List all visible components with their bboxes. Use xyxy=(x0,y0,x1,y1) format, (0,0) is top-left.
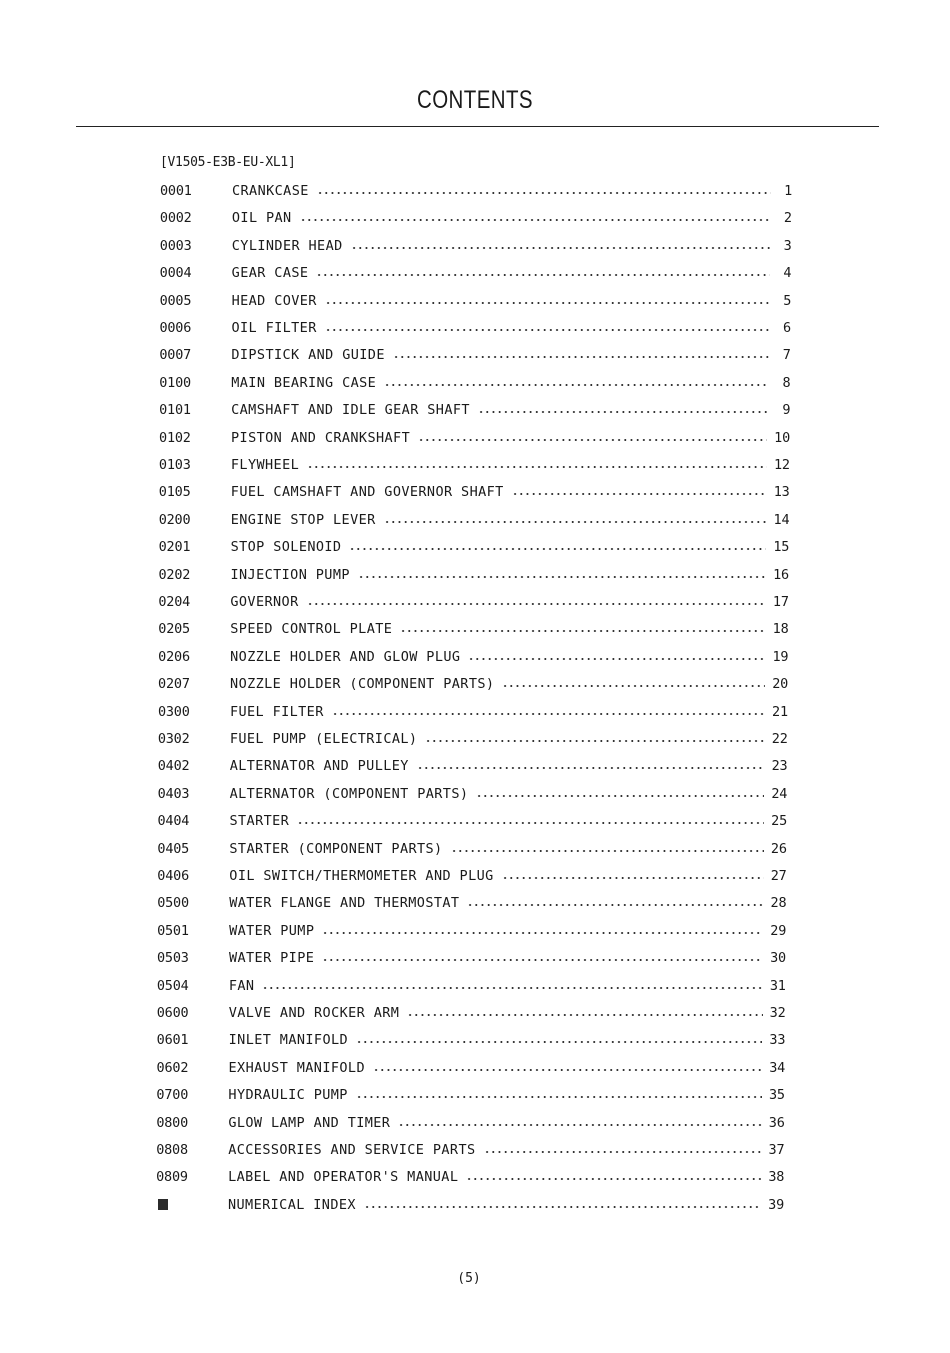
toc-entry xyxy=(157,1057,786,1079)
toc-entry-page: 29 xyxy=(770,922,787,939)
toc-entry xyxy=(157,947,786,969)
toc-entry-title: FUEL FILTER xyxy=(230,704,332,720)
toc-entry-title: MAIN BEARING CASE xyxy=(231,375,384,391)
dot-leader xyxy=(373,1069,762,1071)
toc-entry-code: 0007 xyxy=(159,347,192,364)
toc-entry-code: 0001 xyxy=(160,183,192,199)
toc-entry-title: CYLINDER HEAD xyxy=(232,238,351,254)
toc-entry-title: DIPSTICK AND GUIDE xyxy=(231,347,393,363)
dot-leader xyxy=(384,521,767,523)
toc-entry xyxy=(160,207,792,229)
toc-entry-title: INLET MANIFOLD xyxy=(229,1032,356,1048)
dot-leader xyxy=(307,466,767,468)
toc-entry-title: WATER PIPE xyxy=(229,950,322,966)
toc-entry-page: 13 xyxy=(773,484,790,501)
toc-entry-page: 10 xyxy=(774,429,791,446)
toc-entry-title: FAN xyxy=(229,978,263,994)
dot-leader xyxy=(300,219,771,221)
dot-leader xyxy=(325,302,770,304)
toc-entry xyxy=(158,728,788,750)
toc-entry-page: 27 xyxy=(770,868,787,884)
toc-entry-title: INJECTION PUMP xyxy=(230,567,357,583)
toc-entry-page: 1 xyxy=(784,183,792,199)
toc-entry-page: 15 xyxy=(773,539,790,556)
toc-entry-page: 4 xyxy=(783,265,792,282)
index-square-icon xyxy=(158,1199,168,1210)
toc-entry-code: 0808 xyxy=(156,1142,188,1158)
toc-entry xyxy=(160,180,792,202)
toc-entry-title: PISTON AND CRANKSHAFT xyxy=(231,430,418,446)
dot-leader xyxy=(262,987,762,989)
toc-entry-code: 0300 xyxy=(157,703,190,720)
toc-entry-code: 0002 xyxy=(159,210,192,227)
toc-entry xyxy=(157,920,786,942)
toc-entry-code: 0404 xyxy=(157,813,190,830)
toc-entry-title: CAMSHAFT AND IDLE GEAR SHAFT xyxy=(231,402,478,418)
title-divider xyxy=(76,126,879,127)
toc-entry-code: 0103 xyxy=(158,457,191,473)
toc-entry xyxy=(157,865,786,887)
toc-entry-code: 0207 xyxy=(158,676,190,693)
toc-entry-title: GEAR CASE xyxy=(232,265,317,281)
toc-entry xyxy=(158,673,788,695)
dot-leader xyxy=(398,1124,761,1126)
toc-entry-title: ACCESSORIES AND SERVICE PARTS xyxy=(228,1142,483,1158)
toc-entry-page: 6 xyxy=(782,320,791,336)
toc-entry-code: 0205 xyxy=(158,621,190,638)
toc-entry-page: 34 xyxy=(769,1059,786,1076)
toc-entry xyxy=(159,536,790,558)
toc-entry xyxy=(156,1139,784,1161)
toc-entry-page: 19 xyxy=(772,648,789,665)
toc-entry-code: 0601 xyxy=(156,1032,189,1049)
toc-entry xyxy=(159,344,790,366)
toc-entry-title: OIL FILTER xyxy=(231,320,324,336)
toc-entry-title: HYDRAULIC PUMP xyxy=(228,1087,355,1103)
toc-entry-title: LABEL AND OPERATOR'S MANUAL xyxy=(228,1169,466,1185)
dot-leader xyxy=(356,1096,762,1098)
dot-leader xyxy=(351,247,771,249)
toc-entry-title: NOZZLE HOLDER (COMPONENT PARTS) xyxy=(230,676,502,692)
dot-leader xyxy=(502,877,764,879)
toc-entry-title: OIL PAN xyxy=(232,210,300,226)
toc-entry-title: VALVE AND ROCKER ARM xyxy=(229,1005,408,1021)
toc-entry-page: 3 xyxy=(783,237,792,254)
toc-entry xyxy=(159,372,790,394)
toc-entry-code: 0006 xyxy=(159,320,192,336)
toc-entry-title: STARTER (COMPONENT PARTS) xyxy=(229,841,450,857)
toc-entry-title: GLOW LAMP AND TIMER xyxy=(228,1115,398,1131)
toc-entry-page: 9 xyxy=(782,402,791,419)
toc-entry-code: 0405 xyxy=(157,840,190,857)
toc-entry xyxy=(160,290,792,312)
page-title: CONTENTS xyxy=(416,86,534,114)
dot-leader xyxy=(478,411,769,413)
toc-entry xyxy=(158,564,788,586)
toc-entry-title: STOP SOLENOID xyxy=(231,539,350,555)
dot-leader xyxy=(325,329,770,331)
toc-entry xyxy=(159,427,790,449)
toc-entry-page: 8 xyxy=(782,374,791,391)
dot-leader xyxy=(307,603,766,605)
dot-leader xyxy=(451,850,764,852)
toc-entry-code: 0003 xyxy=(159,237,192,254)
toc-entry-title: NOZZLE HOLDER AND GLOW PLUG xyxy=(230,649,468,665)
toc-entry-page: 23 xyxy=(771,758,788,775)
dot-leader xyxy=(502,685,765,687)
dot-leader xyxy=(332,713,765,715)
toc-entry-page: 18 xyxy=(772,621,789,638)
toc-entry xyxy=(157,1029,786,1051)
toc-entry-code: 0302 xyxy=(157,731,190,747)
toc-entry xyxy=(160,262,792,284)
toc-entry-code: 0402 xyxy=(157,758,190,775)
toc-entry-page: 25 xyxy=(771,813,787,830)
dot-leader xyxy=(317,192,771,194)
dot-leader xyxy=(364,1206,761,1208)
toc-entry-code: 0201 xyxy=(158,539,191,556)
toc-entry xyxy=(159,509,790,531)
toc-entry-code xyxy=(156,1199,228,1210)
toc-entry-title: WATER FLANGE AND THERMOSTAT xyxy=(229,895,467,911)
toc-entry xyxy=(158,810,788,832)
dot-leader xyxy=(468,658,765,660)
dot-leader xyxy=(393,356,770,358)
toc-entry-page: 33 xyxy=(769,1032,786,1049)
toc-entry-page: 32 xyxy=(769,1005,786,1021)
toc-entry-code: 0004 xyxy=(159,265,192,282)
toc-entry-code: 0102 xyxy=(159,429,191,446)
dot-leader xyxy=(322,932,763,934)
toc-entry-title: STARTER xyxy=(230,813,298,829)
toc-entry-title: FUEL CAMSHAFT AND GOVERNOR SHAFT xyxy=(231,484,512,500)
toc-entry-title: OIL SWITCH/THERMOMETER AND PLUG xyxy=(229,868,501,884)
toc-entry xyxy=(159,454,790,476)
toc-entry-title: WATER PUMP xyxy=(229,923,322,939)
toc-entry-title: FUEL PUMP (ELECTRICAL) xyxy=(230,731,426,747)
toc-entry-page: 20 xyxy=(772,676,789,693)
toc-entry-title: CRANKCASE xyxy=(232,183,317,199)
dot-leader xyxy=(358,576,766,578)
toc-entry-page: 16 xyxy=(773,566,789,583)
toc-entry-title: HEAD COVER xyxy=(232,293,325,309)
toc-entry-code: 0105 xyxy=(158,484,191,501)
toc-entry-title: SPEED CONTROL PLATE xyxy=(230,621,400,637)
dot-leader xyxy=(467,904,763,906)
toc-entry-page: 28 xyxy=(770,895,787,912)
model-label: [V1505-E3B-EU-XL1] xyxy=(160,155,296,170)
toc-entry-title: ENGINE STOP LEVER xyxy=(231,512,384,528)
toc-entry-code: 0005 xyxy=(159,292,192,309)
toc-entry xyxy=(157,892,786,914)
toc-entry-title: GOVERNOR xyxy=(230,594,306,610)
dot-leader xyxy=(417,767,765,769)
toc-entry-page: 36 xyxy=(768,1114,785,1131)
toc-entry-page: 22 xyxy=(771,731,788,747)
dot-leader xyxy=(400,630,765,632)
dot-leader xyxy=(356,1041,762,1043)
dot-leader xyxy=(484,1151,762,1153)
dot-leader xyxy=(425,740,764,742)
toc-entry-code: 0800 xyxy=(156,1114,189,1131)
toc-entry-code: 0202 xyxy=(158,566,191,583)
toc-entry xyxy=(156,1112,784,1134)
toc-entry xyxy=(157,838,786,860)
toc-entry-code: 0504 xyxy=(156,977,189,994)
toc-entry-page: 17 xyxy=(772,594,789,610)
toc-entry xyxy=(158,618,788,640)
toc-entry-page: 2 xyxy=(783,210,792,227)
dot-leader xyxy=(384,384,769,386)
toc-entry-code: 0503 xyxy=(156,950,189,967)
dot-leader xyxy=(297,822,764,824)
dot-leader xyxy=(476,795,764,797)
dot-leader xyxy=(316,274,770,276)
toc-entry-title: FLYWHEEL xyxy=(231,457,307,473)
toc-entry-code: 0501 xyxy=(157,922,189,939)
toc-entry-page: 39 xyxy=(768,1196,784,1213)
dot-leader xyxy=(322,959,763,961)
toc-entry-code: 0700 xyxy=(156,1087,189,1104)
toc-entry-code: 0403 xyxy=(157,785,190,802)
toc-entry xyxy=(159,399,790,421)
dot-leader xyxy=(466,1178,761,1180)
toc-entry-page: 7 xyxy=(782,347,791,364)
toc-entry-code: 0100 xyxy=(159,374,191,391)
toc-entry-code: 0101 xyxy=(159,402,191,419)
toc-entry-code: 0500 xyxy=(157,895,189,912)
toc-entry xyxy=(157,975,786,997)
toc-entry-page: 12 xyxy=(773,457,790,473)
dot-leader xyxy=(418,439,767,441)
toc-entry-page: 21 xyxy=(772,703,788,720)
toc-entry xyxy=(160,235,792,257)
toc-entry xyxy=(158,646,788,668)
toc-entry xyxy=(158,755,788,777)
toc-entry-page: 38 xyxy=(768,1169,785,1186)
toc-entry xyxy=(159,481,790,503)
toc-entry-page: 30 xyxy=(770,950,786,967)
toc-entry-code: 0200 xyxy=(158,511,191,528)
toc-entry-code: 0406 xyxy=(157,868,190,884)
dot-leader xyxy=(512,493,767,495)
toc-entry xyxy=(159,317,790,339)
page-number: (5) xyxy=(457,1271,481,1286)
toc-entry-page: 26 xyxy=(770,840,787,857)
toc-entry-page: 24 xyxy=(771,785,788,802)
toc-entry-page: 31 xyxy=(769,977,786,994)
toc-entry xyxy=(158,591,788,613)
toc-entry-title: EXHAUST MANIFOLD xyxy=(229,1060,373,1076)
toc-entry-title: NUMERICAL INDEX xyxy=(228,1197,364,1213)
toc-entry-code: 0602 xyxy=(156,1059,189,1076)
toc-entry-page: 37 xyxy=(768,1142,785,1158)
toc-entry-code: 0809 xyxy=(156,1169,188,1186)
toc-entry xyxy=(158,783,788,805)
toc-entry-code: 0600 xyxy=(156,1005,189,1021)
toc-entry-page: 14 xyxy=(773,511,790,528)
toc-entry-code: 0204 xyxy=(158,594,191,610)
toc-entry xyxy=(156,1194,784,1216)
toc-entry xyxy=(158,701,788,723)
toc-entry-page: 35 xyxy=(768,1087,785,1104)
toc-entry xyxy=(157,1002,786,1024)
dot-leader xyxy=(407,1014,762,1016)
toc-entry-title: ALTERNATOR AND PULLEY xyxy=(230,758,417,774)
toc-entry-title: ALTERNATOR (COMPONENT PARTS) xyxy=(230,786,477,802)
toc-entry-code: 0206 xyxy=(158,648,190,665)
toc-entry xyxy=(156,1084,784,1106)
toc-entry xyxy=(156,1166,784,1188)
dot-leader xyxy=(349,548,766,550)
toc-entry-page: 5 xyxy=(783,292,792,309)
